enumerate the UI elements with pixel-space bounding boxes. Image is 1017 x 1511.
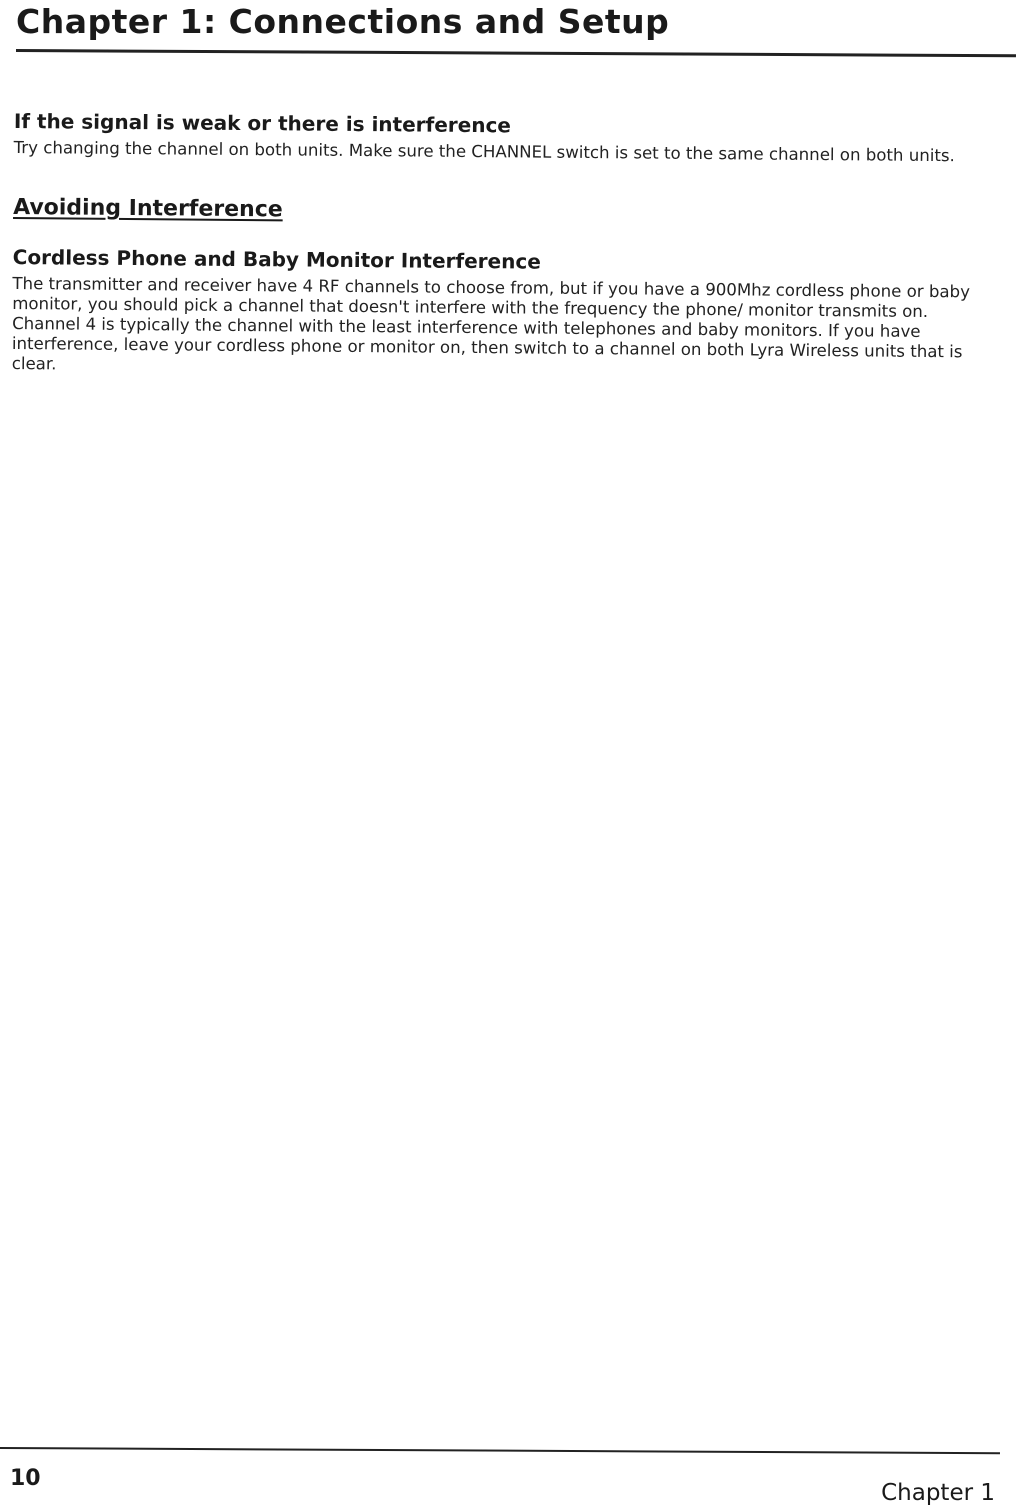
- title-rule: [16, 49, 1016, 57]
- chapter-title: Chapter 1: Connections and Setup: [16, 2, 670, 41]
- avoiding-interference-heading: Avoiding Interference: [13, 194, 283, 223]
- cordless-phone-body: The transmitter and receiver have 4 RF channels to choose from, but if you have a 900Mhz cordless phone or baby monitor, you should pick a channel that doesn't interfere with the frequency the phone/ monitor transmits on. Channel 4 is typically the channel with the least interference with telephones and baby monitors. If you have interference, leave your cordless phone or monitor on, then switch to a channel on both Lyra Wireless units that is clear.: [11, 273, 971, 374]
- signal-heading: If the signal is weak or there is interference: [13, 108, 512, 138]
- page-content: [12, 108, 999, 383]
- footer-chapter-label: Chapter 1: [881, 1480, 995, 1506]
- cordless-phone-heading: Cordless Phone and Baby Monitor Interference: [12, 244, 541, 274]
- signal-body: Try changing the channel on both units. Make sure the CHANNEL switch is set to the same channel on both units.: [13, 137, 955, 166]
- footer-rule: [0, 1447, 1000, 1454]
- page-number: 10: [10, 1466, 41, 1491]
